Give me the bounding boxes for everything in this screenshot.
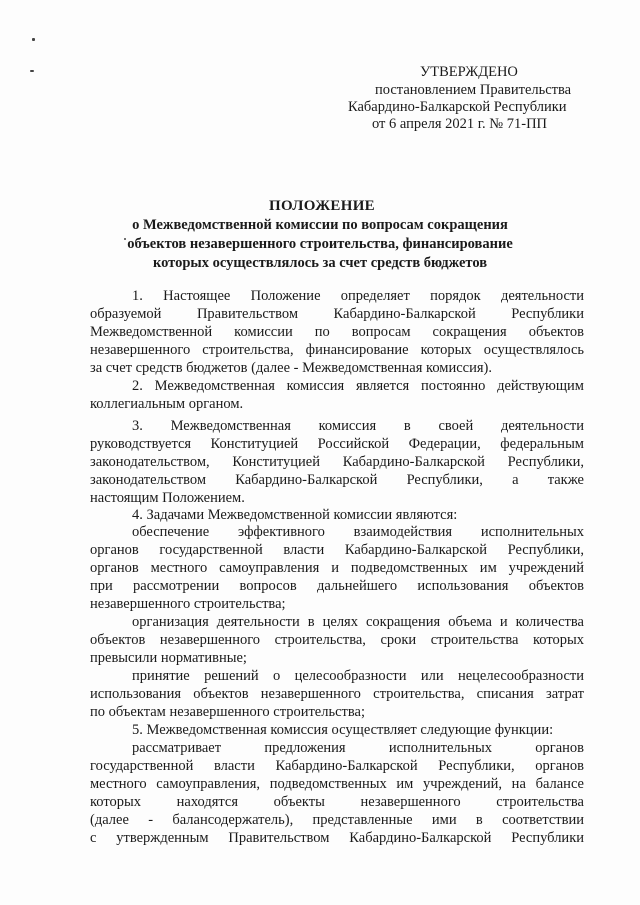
approval-stamp	[0, 0, 640, 140]
body-line: руководствуется Конституцией Российской Федерации, федеральным	[90, 436, 584, 452]
title-subtitle-line-3: которых осуществлялось за счет средств бюджетов	[152, 255, 488, 271]
body-line: рассматривает предложения исполнительных органов	[132, 740, 584, 756]
body-line: коллегиальным органом.	[90, 396, 244, 412]
body-line: органов местного самоуправления и подведомственных им учреждений	[90, 560, 584, 576]
title-subtitle-line-2: объектов незавершенного строительства, финансирование	[127, 236, 513, 252]
body-line: местного самоуправления, подведомственных им учреждений, на балансе	[90, 776, 584, 792]
body-line: при рассмотрении вопросов дальнейшего использования объектов	[90, 578, 584, 594]
title-heading: ПОЛОЖЕНИЕ	[269, 198, 375, 214]
body-line: организация деятельности в целях сокращения объема и количества	[132, 614, 584, 630]
body-line: 2. Межведомственная комиссия является постоянно действующим	[132, 378, 584, 394]
body-line: Межведомственной комиссии по вопросам сокращения объектов	[90, 324, 584, 340]
approval-line-government: Кабардино-Балкарской Республики	[348, 99, 567, 115]
title-subtitle-line-1: о Межведомственной комиссии по вопросам сокращения	[132, 217, 508, 233]
body-line: с утвержденным Правительством Кабардино-Балкарской Республики	[90, 830, 584, 846]
scan-mark-3	[124, 238, 126, 240]
body-line: (далее - балансодержатель), представленные ими в соответствии	[90, 812, 584, 828]
body-line: 5. Межведомственная комиссия осуществляет следующие функции:	[132, 722, 554, 738]
approval-line-decree: постановлением Правительства	[375, 82, 572, 98]
body-line: 4. Задачами Межведомственной комиссии являются:	[132, 507, 458, 523]
body-line: государственной власти Кабардино-Балкарской Республики, органов	[90, 758, 584, 774]
body-line: 1. Настоящее Положение определяет порядок деятельности	[132, 288, 584, 304]
body-line: объектов незавершенного строительства, сроки строительства которых	[90, 632, 584, 648]
body-line: образуемой Правительством Кабардино-Балкарской Республики	[90, 306, 584, 322]
body-line: обеспечение эффективного взаимодействия исполнительных	[132, 524, 584, 540]
body-line: законодательством Кабардино-Балкарской Республики, а также	[90, 472, 584, 488]
body-line: незавершенного строительства, финансирование которых осуществлялось	[90, 342, 584, 358]
body-line: принятие решений о целесообразности или нецелесообразности	[132, 668, 584, 684]
body-line: органов государственной власти Кабардино-Балкарской Республики,	[90, 542, 584, 558]
body-line: законодательством, Конституцией Кабардино-Балкарской Республики,	[90, 454, 584, 470]
approval-heading: УТВЕРЖДЕНО	[420, 64, 518, 80]
approval-line-date: от 6 апреля 2021 г. № 71-ПП	[372, 116, 548, 132]
body-line: незавершенного строительства;	[90, 596, 286, 612]
body-line: которых находятся объекты незавершенного строительства	[90, 794, 584, 810]
body-line: настоящим Положением.	[90, 490, 245, 506]
body-line: по объектам незавершенного строительства;	[90, 704, 365, 720]
body-line: превысили нормативные;	[90, 650, 247, 666]
body-line: 3. Межведомственная комиссия в своей деятельности	[132, 418, 584, 434]
body-line: за счет средств бюджетов (далее - Межведомственная комиссия).	[90, 360, 492, 376]
body-line: использования объектов незавершенного строительства, списания затрат	[90, 686, 584, 702]
